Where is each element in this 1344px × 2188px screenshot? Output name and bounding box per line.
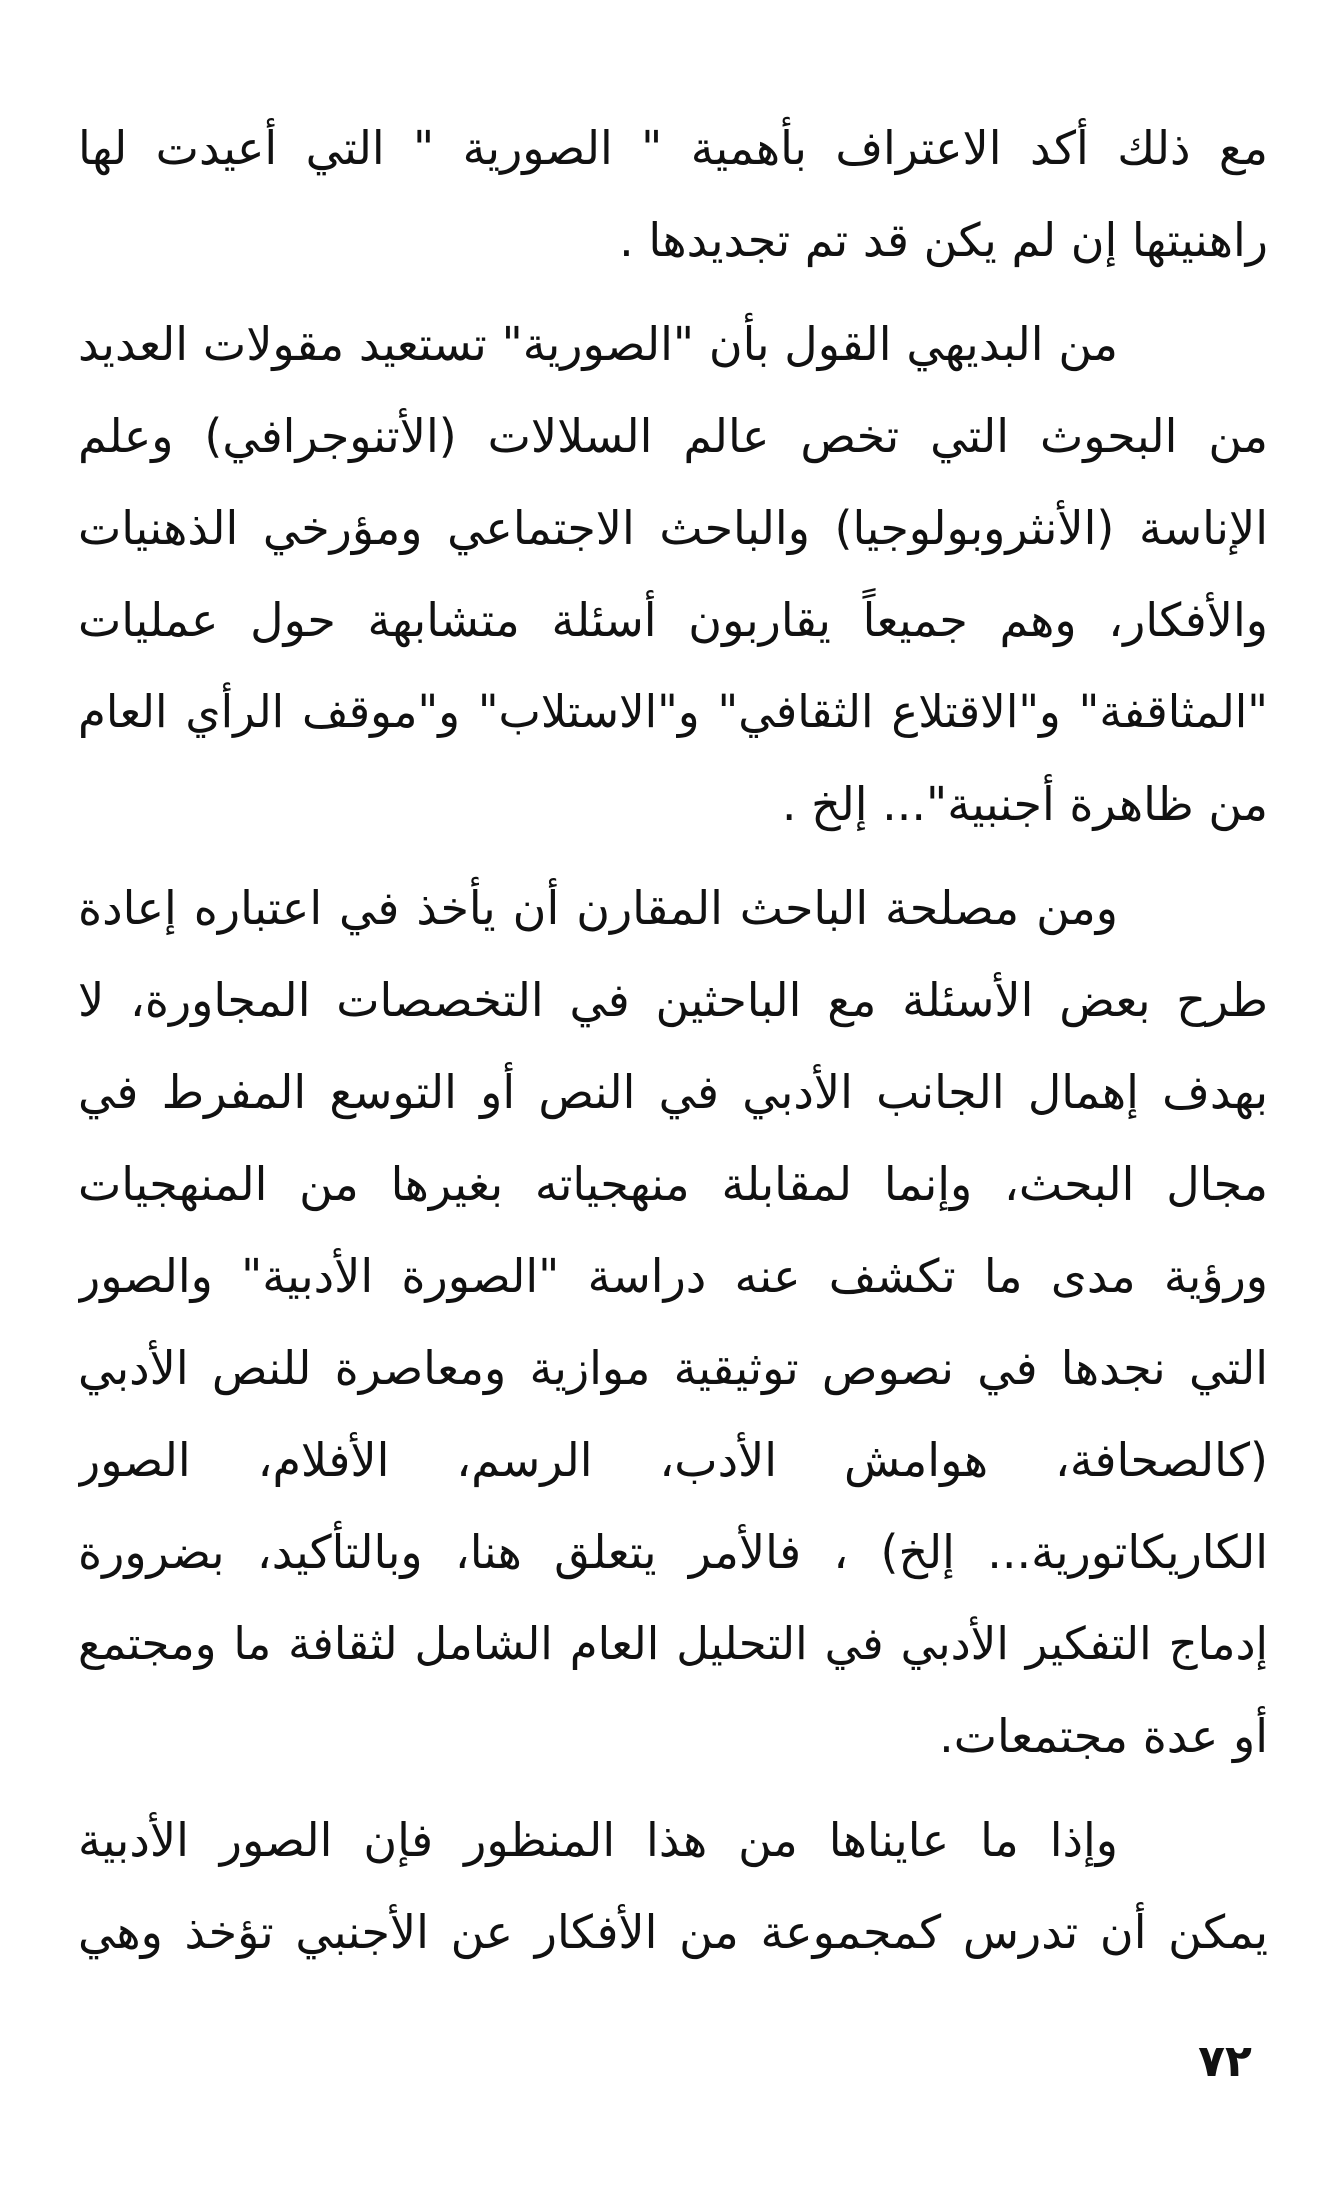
- text-line: ورؤية مدى ما تكشف عنه دراسة "الصورة الأدبية" والصور: [78, 1249, 1268, 1303]
- paragraph-1: [78, 102, 1268, 286]
- text-line: راهنيتها إن لم يكن قد تم تجديدها .: [619, 213, 1268, 267]
- body-text: [78, 102, 1268, 1978]
- text-line: إدماج التفكير الأدبي في التحليل العام الشامل لثقافة ما ومجتمع: [78, 1617, 1268, 1670]
- text-line: "المثاقفة" و"الاقتلاع الثقافي" و"الاستلاب" و"موقف الرأي العام: [78, 685, 1268, 738]
- text-line: يمكن أن تدرس كمجموعة من الأفكار عن الأجنبي تؤخذ وهي: [78, 1905, 1268, 1959]
- text-line: والأفكار، وهم جميعاً يقاربون أسئلة متشابهة حول عمليات: [78, 593, 1268, 647]
- text-line: بهدف إهمال الجانب الأدبي في النص أو التوسع المفرط في: [78, 1065, 1268, 1119]
- page-number: ٧٢: [1198, 2036, 1252, 2087]
- paragraph-4: [78, 1794, 1268, 1978]
- paragraph-2: [78, 298, 1268, 850]
- text-line: من البحوث التي تخص عالم السلالات (الأتنوجرافي) وعلم: [78, 409, 1268, 463]
- text-line: مع ذلك أكد الاعتراف بأهمية " الصورية " التي أعيدت لها: [78, 121, 1268, 175]
- text-line: (كالصحافة، هوامش الأدب، الرسم، الأفلام، الصور: [78, 1433, 1268, 1487]
- text-line: أو عدة مجتمعات.: [939, 1709, 1268, 1763]
- text-line: ومن مصلحة الباحث المقارن أن يأخذ في اعتباره إعادة: [78, 881, 1118, 935]
- text-line: طرح بعض الأسئلة مع الباحثين في التخصصات المجاورة، لا: [78, 973, 1268, 1027]
- text-line: وإذا ما عايناها من هذا المنظور فإن الصور الأدبية: [78, 1813, 1118, 1867]
- text-line: مجال البحث، وإنما لمقابلة منهجياته بغيرها من المنهجيات: [78, 1157, 1268, 1211]
- text-line: من البديهي القول بأن "الصورية" تستعيد مقولات العديد: [78, 317, 1118, 371]
- text-line: من ظاهرة أجنبية"... إلخ .: [781, 777, 1268, 831]
- text-line: الإناسة (الأنثروبولوجيا) والباحث الاجتماعي ومؤرخي الذهنيات: [78, 501, 1268, 555]
- text-line: الكاريكاتورية... إلخ) ، فالأمر يتعلق هنا، وبالتأكيد، بضرورة: [78, 1525, 1268, 1579]
- paragraph-3: [78, 862, 1268, 1782]
- text-line: التي نجدها في نصوص توثيقية موازية ومعاصرة للنص الأدبي: [78, 1341, 1268, 1395]
